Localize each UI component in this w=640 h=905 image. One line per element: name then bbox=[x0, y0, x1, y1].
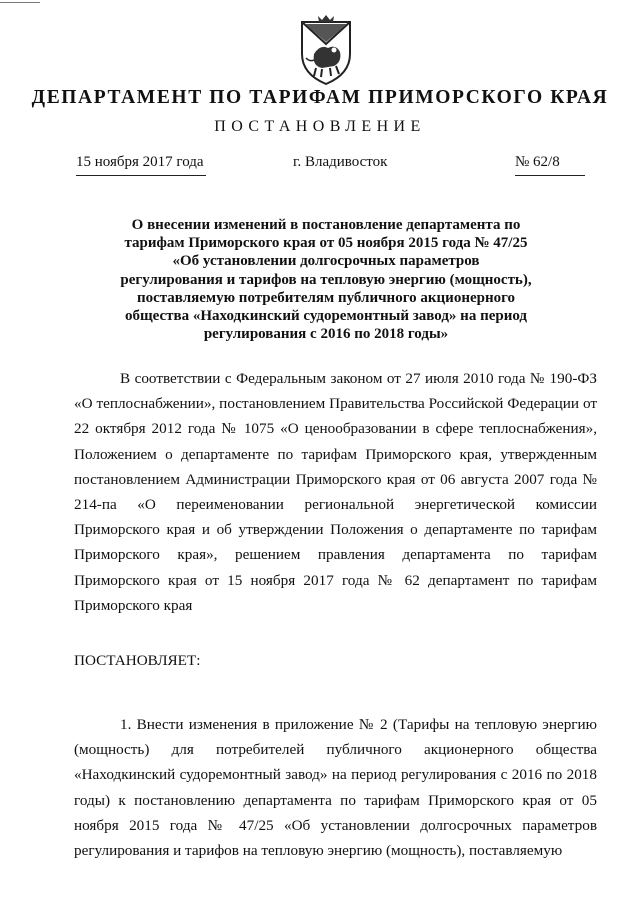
document-date: 15 ноября 2017 года bbox=[76, 154, 206, 176]
resolves-heading: ПОСТАНОВЛЯЕТ: bbox=[74, 652, 201, 669]
document-type: ПОСТАНОВЛЕНИЕ bbox=[214, 118, 426, 135]
scan-artifact bbox=[0, 0, 60, 6]
preamble-paragraph: В соответствии с Федеральным законом от 27 июля 2010 года № 190-ФЗ «О теплоснабжении», постановлением Правительства Российской Федерации от 22 октября 2012 года № 1075 «О ценообразовании в сфере теплоснабжения», Положением о департаменте по тарифам Приморского края, утвержденным постановлением Администрации Приморского края от 06 августа 2007 года № 214-па «О переименовании региональной энергетической комиссии Приморского края и об утверждении Положения о департаменте по тарифам Приморского края», решением правления департамента по тарифам Приморского края от 15 ноября 2017 года № 62 департамент по тарифам Приморского края bbox=[74, 370, 597, 614]
primorsky-krai-coat-of-arms-icon bbox=[296, 14, 356, 86]
item-1-paragraph: 1. Внести изменения в приложение № 2 (Тарифы на тепловую энергию (мощность) для потребителей публичного акционерного общества «Находкинский судоремонтный завод» на период регулирования с 2016 по 2018 годы) к постановлению департамента по тарифам Приморского края от 05 ноября 2015 года № 47/25 «Об установлении долгосрочных параметров регулирования и тарифов на тепловую энергию (мощность), поставляемую bbox=[74, 716, 597, 860]
document-city: г. Владивосток bbox=[293, 154, 388, 170]
document-subject: О внесении изменений в постановление департамента по тарифам Приморского края от 05 ноября 2015 года № 47/25 «Об установлении долгосрочных параметров регулирования и тарифов на тепловую энергию (мощность), поставляемую потребителям публичного акционерного общества «Находкинский судоремонтный завод» на период регулирования с 2016 по 2018 годы» bbox=[120, 217, 532, 343]
document-number: № 62/8 bbox=[515, 154, 585, 176]
department-title: ДЕПАРТАМЕНТ ПО ТАРИФАМ ПРИМОРСКОГО КРАЯ bbox=[31, 87, 609, 108]
